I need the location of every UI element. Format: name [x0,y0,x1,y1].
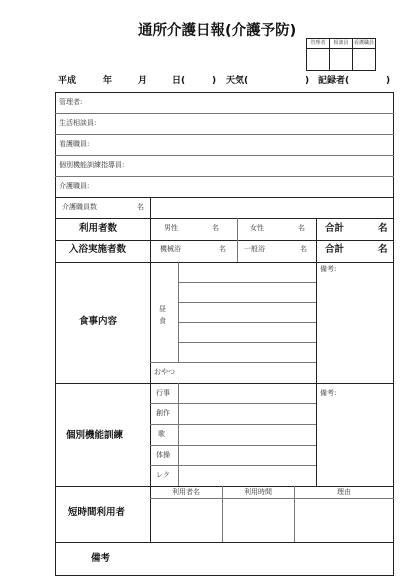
approval-label-manager: 管理者 [310,40,326,46]
date-month: 月 [138,76,148,86]
training-item-event: 行事 [156,389,170,397]
short-term-label: 短時間利用者 [68,507,126,518]
staff-caregiver: 介護職員: [59,182,90,190]
bathing-general: 一般浴 [244,245,265,253]
short-term-header-time: 利用時間 [244,488,272,496]
care-staff-count-unit: 名 [137,203,144,211]
bathing-general-unit: 名 [300,245,307,253]
bathing-machine: 機械浴 [160,245,181,253]
staff-trainer: 個別機能訓練指導員: [59,161,125,169]
users-female: 女性 [250,224,264,232]
meal-note: 備考: [320,265,337,273]
users-label: 利用者数 [79,223,118,234]
weather-label: 天気( [226,76,249,86]
date-day: 日( [172,76,186,86]
training-item-creation: 創作 [156,409,170,417]
approval-label-nurse: 看護職員 [353,40,374,46]
bathing-total: 合計 [325,244,345,255]
date-year: 年 [103,76,113,86]
staff-counselor: 生活相談員: [59,119,97,127]
staff-manager: 管理者: [59,98,83,106]
approval-label-counselor: 相談員 [333,40,349,46]
bathing-total-unit: 名 [378,244,388,255]
date-era: 平成 [58,76,77,86]
date-day-close: ) [212,76,217,86]
remarks-label: 備考 [91,553,111,564]
short-term-header-name: 利用者名 [172,488,200,496]
meal-lunch: 昼食 [159,305,166,325]
users-male-unit: 名 [212,224,219,232]
meal-label: 食事内容 [79,316,118,327]
users-female-unit: 名 [298,224,305,232]
users-male: 男性 [164,224,178,232]
bathing-label: 入浴実施者数 [69,244,127,255]
short-term-header-reason: 理由 [337,488,351,496]
users-total-unit: 名 [378,223,388,234]
care-staff-count-label: 介護職員数 [62,203,97,211]
training-item-song: 歌 [158,430,165,438]
recorder-close: ) [386,76,391,86]
bathing-machine-unit: 名 [219,245,226,253]
recorder-label: 記録者( [318,76,350,86]
training-item-recreation: レク [156,471,170,479]
training-label: 個別機能訓練 [66,430,124,441]
meal-snack: おやつ [154,368,175,376]
weather-close: ) [305,76,310,86]
users-total: 合計 [325,223,345,234]
form-title: 通所介護日報(介護予防) [138,23,297,39]
training-note: 備考: [320,389,337,397]
training-item-exercise: 体操 [156,451,170,459]
approval-stamp-boxes [306,38,376,71]
staff-nurse: 看護職員: [59,140,90,148]
